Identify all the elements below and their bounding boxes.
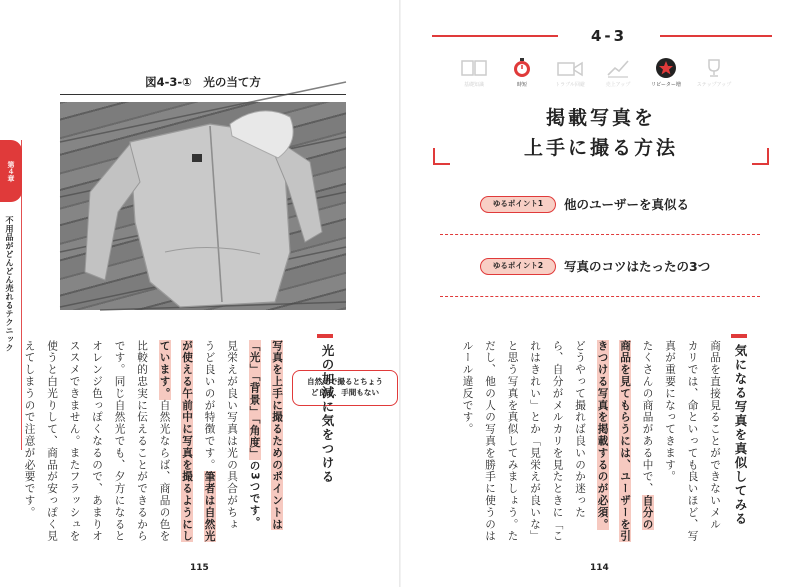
figure-rule [60, 94, 346, 95]
highlighted-text: 商品を見てもらうには、ユーザーを引 [619, 340, 631, 543]
body-text: 自然光ならば、商品の色を [158, 399, 171, 543]
text-line [243, 340, 266, 555]
point-divider-2 [440, 296, 760, 297]
left-body-text [18, 340, 288, 555]
camera-icon [557, 59, 583, 77]
nav-label: 基礎知識 [463, 82, 484, 88]
highlighted-text: 「光」「背景」「角度」 [248, 340, 261, 461]
text-line [479, 340, 502, 555]
chapter-title: 不用品がどんどん売れるテクニック [5, 216, 14, 352]
section-rule-left [432, 35, 558, 37]
text-line [569, 340, 592, 555]
text-line [86, 340, 109, 555]
right-body-text [456, 340, 726, 555]
point-text: 他のユーザーを真似る [564, 197, 690, 212]
nav-item-basics [452, 57, 496, 89]
trophy-icon [704, 57, 724, 79]
body-text: どうやって撮れば良いのか迷った [574, 340, 586, 519]
nav-item-repeater [644, 57, 688, 89]
body-text: と思う写真を真似してみましょう。た [506, 340, 519, 543]
text-line [63, 340, 86, 555]
right-heading-marker [731, 334, 747, 338]
nav-label: ステップアップ [696, 82, 732, 88]
point-2 [440, 254, 760, 280]
nav-item-trouble [548, 57, 592, 89]
body-text: だし、他の人の写真を勝手に使うのは [484, 340, 496, 543]
text-line [176, 340, 199, 555]
text-line [153, 340, 176, 555]
photo-callout [292, 370, 398, 406]
chart-up-icon [606, 58, 630, 78]
body-text: ススメできません。またフラッシュを [68, 340, 81, 543]
body-text: の3つです。 [248, 460, 261, 529]
body-text: たくさんの商品がある中で、 [641, 340, 654, 495]
body-text: ら、自分がメルカリを見たときに「こ [551, 340, 564, 543]
body-text: 比較的忠実に伝えることができるから [136, 340, 148, 543]
point-badge: ゆるポイント1 [480, 196, 556, 213]
title-line-2: 上手に撮る方法 [523, 137, 678, 159]
body-text: 使うと白光りして、商品が安っぽく見 [46, 340, 58, 543]
nav-label: 時短 [516, 82, 527, 88]
figure-caption: 図4-3-① 光の当て方 [145, 75, 261, 89]
chapter-number: 第４章 [0, 140, 22, 202]
nav-item-step-up [692, 57, 736, 89]
left-page-number: 115 [190, 563, 209, 573]
callout-line-1: 自然光で撮るとちょう [307, 377, 383, 386]
text-line [501, 340, 524, 555]
callout-line-2: ど良く、手間もない [310, 388, 380, 398]
body-text: ルール違反です。 [461, 340, 474, 436]
left-heading: 光の加減に気をつける [320, 344, 335, 484]
text-line [41, 340, 64, 555]
body-text: えてしまうので注意が必要です。 [23, 340, 36, 519]
highlighted-text: 写真を上手に撮るためのポイントは [271, 340, 283, 531]
text-line [221, 340, 244, 555]
text-line [131, 340, 154, 555]
stopwatch-icon [511, 57, 533, 79]
section-number: 4-3 [590, 27, 628, 45]
star-icon [655, 57, 677, 79]
left-heading-marker [317, 334, 333, 338]
text-line [266, 340, 289, 555]
body-text: れはきれい」とか「見栄えが良いな」 [529, 340, 541, 543]
nav-item-time-saving [500, 57, 544, 89]
nav-label: トラブル回避 [555, 82, 585, 88]
page-title [432, 103, 770, 163]
text-line [659, 340, 682, 555]
body-text: カリでは、命といっても良いほど、写 [686, 340, 699, 543]
body-text: 真が重要になってきます。 [664, 340, 676, 483]
body-text: オレンジ色っぽくなるので、あまりオ [91, 340, 103, 543]
right-page-number: 114 [590, 563, 609, 573]
body-text: です。同じ自然光でも、夕方になると [113, 340, 126, 543]
hoodie-illustration [60, 102, 346, 310]
text-line [636, 340, 659, 555]
text-line [591, 340, 614, 555]
text-line [704, 340, 727, 555]
text-line [108, 340, 131, 555]
body-text: 見栄えが良い写真は光の具合がちょ [226, 340, 238, 531]
title-line-1: 掲載写真を [545, 107, 656, 129]
point-divider-1 [440, 234, 760, 235]
highlighted-text: 筆者は自然光 [203, 470, 216, 543]
text-line [456, 340, 479, 555]
section-rule-right [660, 35, 772, 37]
highlighted-text: ています。 [158, 340, 171, 400]
text-line [18, 340, 41, 555]
text-line [546, 340, 569, 555]
nav-label: 売上アップ [605, 82, 631, 88]
page-gutter [399, 0, 401, 587]
book-icon [461, 59, 487, 77]
category-nav [452, 57, 742, 97]
text-line [198, 340, 221, 555]
point-1 [440, 192, 760, 218]
nav-item-sales-up [596, 57, 640, 89]
point-badge: ゆるポイント2 [480, 258, 556, 275]
nav-label: リピーター増 [651, 82, 681, 88]
text-line [524, 340, 547, 555]
highlighted-text: きつける写真を掲載するのが必須。 [596, 340, 609, 531]
highlighted-text: が使える午前中に写真を撮るようにし [181, 340, 193, 543]
right-heading: 気になる写真を真似してみる [733, 344, 748, 526]
point-text: 写真のコツはたったの3つ [564, 259, 711, 274]
text-line [681, 340, 704, 555]
body-text: 商品を直接見ることができないメル [709, 340, 721, 531]
body-text: うど良いのが特徴です。 [203, 340, 216, 471]
text-line [614, 340, 637, 555]
highlighted-text: 自分の [641, 494, 654, 531]
